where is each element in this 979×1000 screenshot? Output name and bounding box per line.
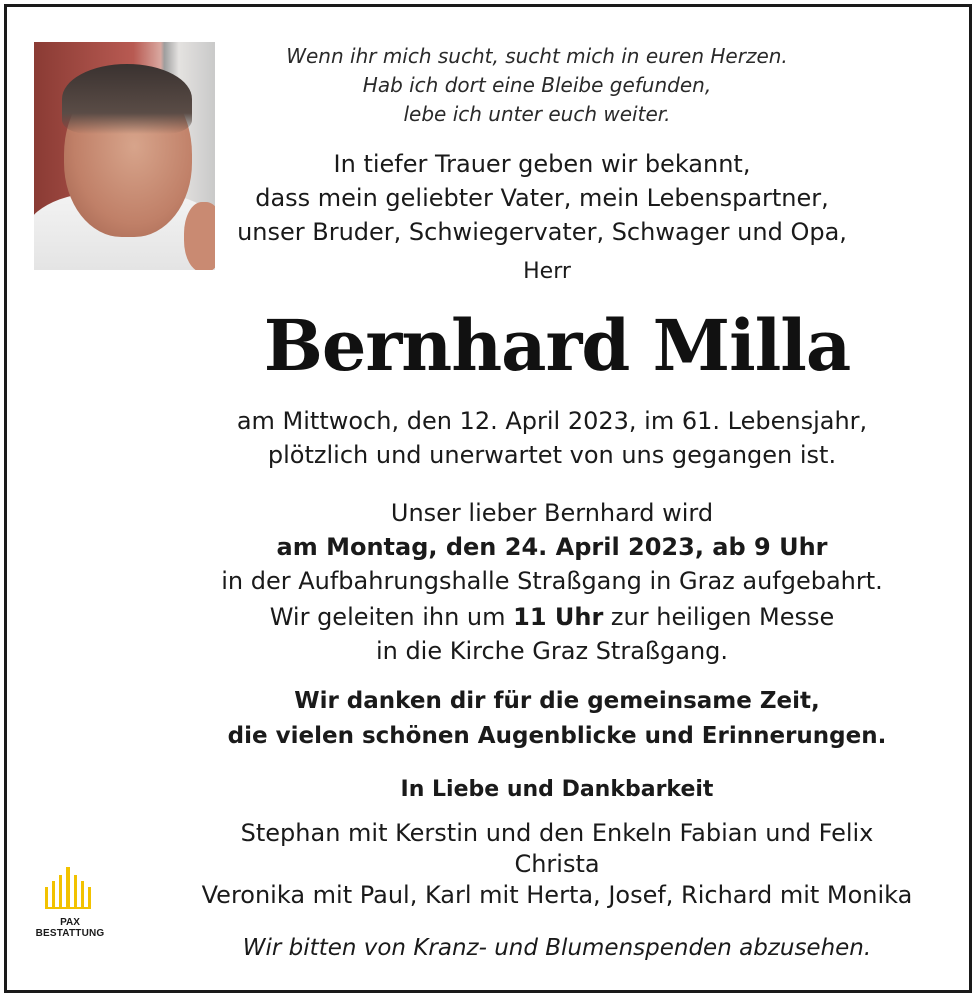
poem-line: Wenn ihr mich sucht, sucht mich in euren Herzen. [286, 44, 788, 68]
death-line: am Mittwoch, den 12. April 2023, im 61. Lebensjahr, [236, 407, 868, 435]
thanks-message [157, 684, 957, 754]
love-heading: In Liebe und Dankbarkeit [400, 777, 714, 802]
logo-text-bestattung: BESTATTUNG [35, 928, 105, 939]
salutation: Herr [523, 259, 571, 284]
logo-text-pax: PAX [60, 917, 80, 928]
thanks-line: Wir danken dir für die gemeinsame Zeit, [294, 688, 820, 714]
announcement-intro [217, 147, 867, 249]
pax-bestattung-logo [25, 865, 115, 960]
mass-post: zur heiligen Messe [603, 603, 835, 631]
family-line: Stephan mit Kerstin und den Enkeln Fabian und Felix [240, 819, 874, 847]
viewing-line: Unser lieber Bernhard wird [390, 499, 714, 527]
thanks-line: die vielen schönen Augenblicke und Erinnerungen. [227, 723, 887, 749]
death-notice [187, 404, 917, 472]
candle-flames-icon [41, 865, 99, 913]
obituary-frame [4, 4, 972, 993]
photo-hand [184, 202, 215, 270]
family-line: Veronika mit Paul, Karl mit Herta, Josef, Richard mit Monika [201, 881, 913, 909]
deceased-name: Bernhard Milla [263, 304, 851, 387]
viewing-date: am Montag, den 24. April 2023, ab 9 Uhr [276, 533, 828, 561]
closing-note: Wir bitten von Kranz- und Blumenspenden abzusehen. [242, 935, 872, 961]
intro-line: In tiefer Trauer geben wir bekannt, [333, 150, 751, 178]
mass-pre: Wir geleiten ihn um [269, 603, 514, 631]
poem-line: lebe ich unter euch weiter. [403, 102, 671, 126]
mass-line [187, 600, 917, 634]
portrait-photo [34, 42, 215, 270]
family-line: Christa [514, 850, 600, 878]
mass-info [187, 600, 917, 668]
intro-line: dass mein geliebter Vater, mein Lebenspartner, [255, 184, 829, 212]
mass-time: 11 Uhr [513, 603, 604, 631]
photo-hair [62, 64, 192, 134]
viewing-info [187, 496, 917, 598]
intro-line: unser Bruder, Schwiegervater, Schwager und Opa, [237, 218, 847, 246]
poem [227, 42, 847, 129]
family-list [157, 818, 957, 911]
death-line: plötzlich und unerwartet von uns gegangen ist. [267, 441, 837, 469]
poem-line: Hab ich dort eine Bleibe gefunden, [362, 73, 712, 97]
mass-church: in die Kirche Graz Straßgang. [375, 637, 729, 665]
viewing-location: in der Aufbahrungshalle Straßgang in Graz aufgebahrt. [221, 567, 883, 595]
